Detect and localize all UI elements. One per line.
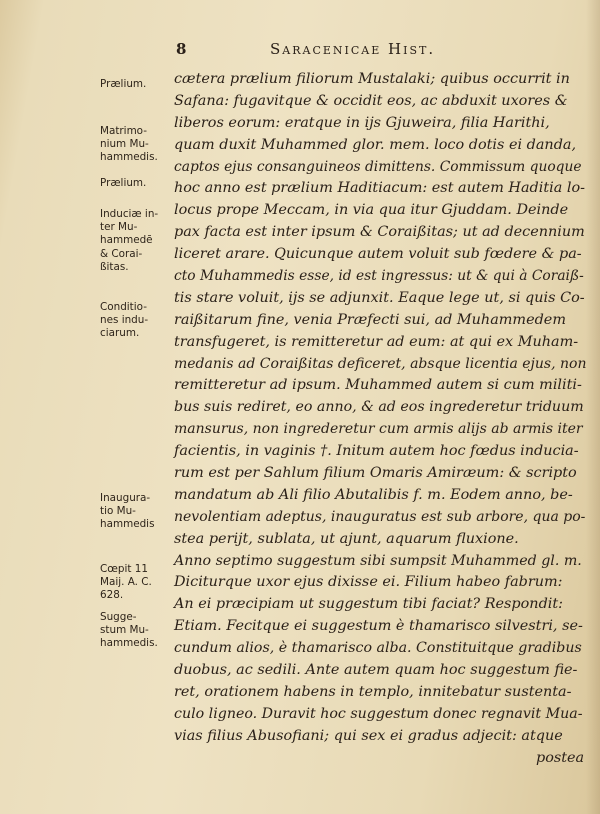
margin-note-line: Prælium. [100, 177, 147, 189]
margin-note-proelium-2 [100, 177, 178, 190]
margin-note-inauguratio [100, 492, 178, 532]
margin-note-line: Sugge- [100, 611, 137, 623]
margin-note-induciae [100, 208, 178, 274]
margin-note-suggestum [100, 611, 178, 651]
margin-note-line: Induciæ in- [100, 208, 159, 220]
margin-note-line: nium Mu- [100, 138, 149, 151]
text-line: rum est per Sahlum filium Omaris Amiræum: & scripto [174, 465, 577, 482]
page-number: 8 [176, 40, 187, 58]
margin-note-line: tio Mu- [100, 505, 136, 518]
margin-note-line: hammedis [100, 518, 155, 531]
text-line: captos ejus consanguineos dimittens. Commissum quoque [174, 158, 582, 175]
text-line: cætera prælium filiorum Mustalaki; quibus occurrit in [174, 71, 570, 87]
text-line: duobus, ac sedili. Ante autem quam hoc suggestum fie- [174, 662, 578, 679]
margin-note-line: & Corai- [100, 247, 143, 260]
text-line: An ei præcipiam ut suggestum tibi faciat? Respondit: [174, 596, 564, 613]
margin-note-proelium-1 [100, 78, 178, 91]
margin-note-line: nes indu- [100, 314, 149, 327]
text-line: cundum alios, è thamarisco alba. Constituitque gradibus [174, 640, 582, 657]
text-line: bus suis rediret, eo anno, & ad eos ingrederetur triduum [174, 399, 584, 416]
text-line: Etiam. Fecitque ei suggestum è thamarisco silvestri, se- [174, 618, 583, 635]
margin-note-line: ciarum. [100, 327, 140, 340]
text-line: Diciturque uxor ejus dixisse ei. Filium habeo fabrum: [174, 574, 563, 591]
text-line: pax facta est inter ipsum & Coraißitas; ut ad decennium [174, 224, 585, 241]
text-line: nevolentiam adeptus, inauguratus est sub arbore, qua po- [174, 508, 586, 525]
text-line: mansurus, non ingrederetur cum armis alijs ab armis iter [174, 421, 583, 438]
running-title: Saracenicae Hist. [270, 40, 436, 58]
margin-note-conditiones [100, 301, 178, 341]
margin-note-line: Prælium. [100, 78, 147, 90]
margin-note-line: stum Mu- [100, 624, 149, 637]
margin-note-line: ßitas. [100, 260, 129, 273]
margin-note-line: hammedē [100, 234, 153, 247]
margin-note-matrimonium [100, 125, 178, 165]
margin-note-line: Matrimo- [100, 125, 147, 137]
text-line: vias filius Abusofiani; qui sex ei gradus adjecit: atque [174, 727, 563, 744]
margin-note-line: Inaugura- [100, 492, 151, 504]
text-line: culo ligneo. Duravit hoc suggestum donec regnavit Mua- [174, 705, 583, 722]
text-line: medanis ad Coraißitas deficeret, absque licentia ejus, non [174, 355, 587, 372]
text-line: raißitarum fine, venia Præfecti sui, ad Muhammedem [174, 311, 566, 328]
text-line: facientis, in vaginis †. Initum autem hoc fœdus inducia- [174, 443, 579, 460]
text-line: locus prope Meccam, in via qua itur Gjuddam. Deinde [174, 202, 569, 219]
text-line: mandatum ab Ali filio Abutalibis f. m. Eodem anno, be- [174, 486, 573, 503]
margin-note-line: hammedis. [100, 637, 158, 650]
text-line: liberos eorum: eratque in ijs Gjuweira, filia Harithi, [174, 114, 550, 131]
text-line: tis stare voluit, ijs se adjunxit. Eaque lege ut, si quis Co- [174, 289, 585, 306]
text-line: transfugeret, is remitteretur ad eum: at qui ex Muham- [174, 333, 579, 350]
margin-note-line: Maij. A. C. [100, 576, 152, 589]
text-line: ret, orationem habens in templo, innitebatur sustenta- [174, 683, 572, 700]
margin-note-date [100, 563, 178, 603]
text-line: remitteretur ad ipsum. Muhammed autem si cum militi- [174, 377, 582, 394]
margin-note-line: ter Mu- [100, 221, 138, 234]
margin-note-line: hammedis. [100, 151, 158, 164]
text-line: quam duxit Muhammed glor. mem. loco dotis ei danda, [174, 136, 577, 153]
text-line: Anno septimo suggestum sibi sumpsit Muhammed gl. m. [174, 552, 582, 569]
text-line: Safana: fugavitque & occidit eos, ac abduxit uxores & [174, 92, 568, 109]
margin-note-line: Cœpit 11 [100, 563, 148, 575]
text-line: stea perijt, sublata, ut ajunt, aquarum fluxione. [174, 530, 519, 547]
page-edge-shadow [586, 0, 600, 814]
page-header [0, 40, 600, 66]
margin-note-line: Conditio- [100, 301, 147, 313]
text-line: hoc anno est prælium Haditiacum: est autem Haditia lo- [174, 180, 586, 197]
text-line: postea [536, 749, 585, 766]
text-line: cto Muhammedis esse, id est ingressus: ut & qui à Coraiß- [174, 268, 584, 285]
text-line: liceret arare. Quicunque autem voluit sub fœdere & pa- [174, 246, 582, 263]
body-text [174, 69, 586, 770]
margin-note-line: 628. [100, 589, 124, 602]
